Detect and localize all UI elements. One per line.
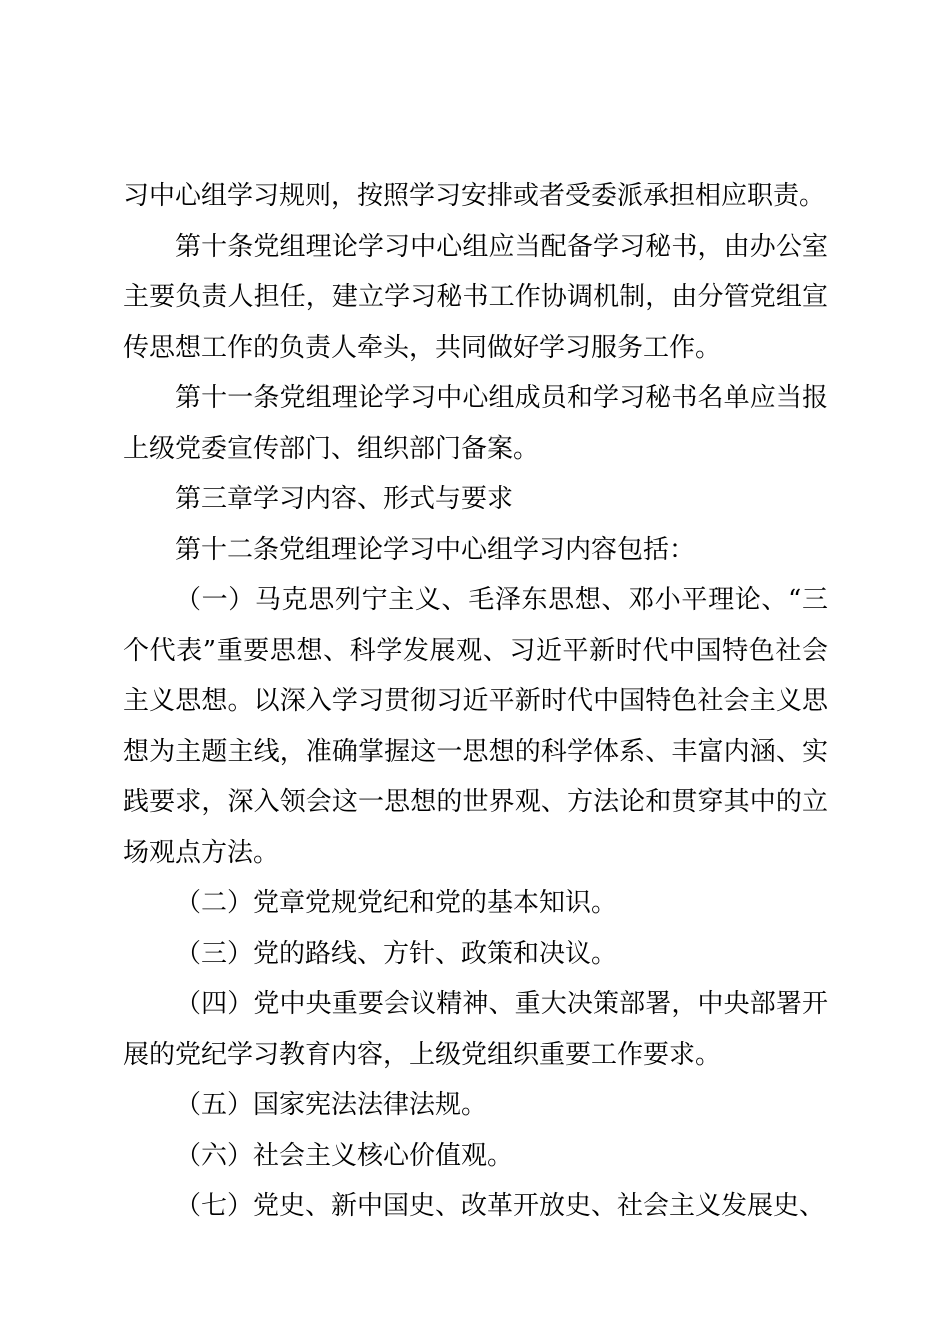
paragraph-continuation: 习中心组学习规则，按照学习安排或者受委派承担相应职责。 [123, 181, 826, 211]
list-item-1: （一）马克思列宁主义、毛泽东思想、邓小平理论、“三个代表”重要思想、科学发展观、习近平新时代中国特色社会主义思想。以深入学习贯彻习近平新时代中国特色社会主义思想为主题主线，准确掌握这一思想的科学体系、丰富内涵、实践要求，深入领会这一思想的世界观、方法论和贯穿其中的立场观点方法。 [123, 585, 828, 868]
list-item-6: （六）社会主义核心价值观。 [175, 1140, 514, 1171]
paragraph-article-10: 第十条党组理论学习中心组应当配备学习秘书，由办公室主要负责人担任，建立学习秘书工作协调机制，由分管党组宣传思想工作的负责人牵头，共同做好学习服务工作。 [123, 231, 828, 363]
chapter-heading: 第三章学习内容、形式与要求 [175, 484, 514, 514]
list-item-3: （三）党的路线、方针、政策和决议。 [175, 938, 618, 969]
document-body [123, 171, 828, 1232]
paragraph-article-12: 第十二条党组理论学习中心组学习内容包括： [175, 534, 696, 565]
list-item-4: （四）党中央重要会议精神、重大决策部署，中央部署开展的党纪学习教育内容，上级党组织重要工作要求。 [123, 989, 828, 1070]
list-item-7: （七）党史、新中国史、改革开放史、社会主义发展史、 [175, 1191, 826, 1221]
list-item-5: （五）国家宪法法律法规。 [175, 1090, 488, 1120]
paragraph-article-11: 第十一条党组理论学习中心组成员和学习秘书名单应当报上级党委宣传部门、组织部门备案。 [123, 383, 828, 464]
list-item-2: （二）党章党规党纪和党的基本知识。 [175, 888, 618, 918]
